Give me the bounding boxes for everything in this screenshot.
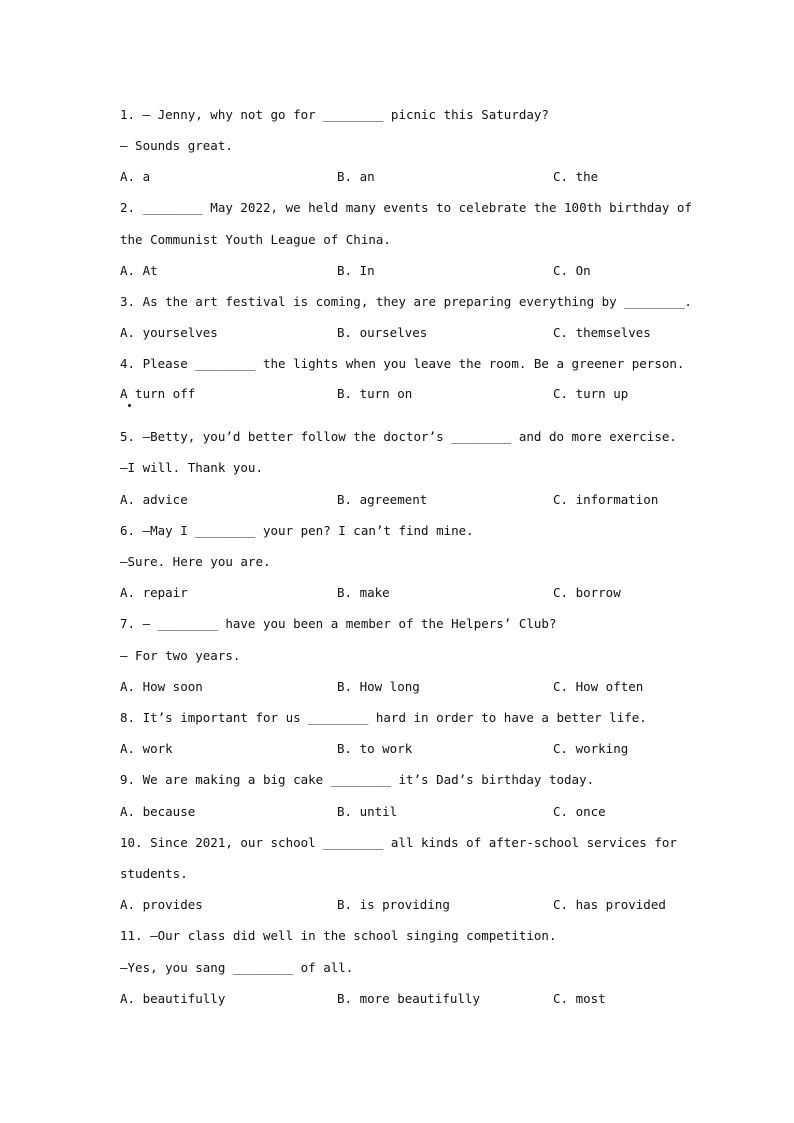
question-4-option-c: C. turn up [553,386,629,401]
question-9-option-b: B. until [337,804,398,819]
question-4-option-a: A turn off [120,386,196,401]
question-11-text: 11. —Our class did well in the school singing competition. [120,928,557,943]
question-10-option-a: A. provides [120,897,203,912]
question-2-option-a: A. At [120,263,158,278]
question-5-text: 5. —Betty, you’d better follow the doctor’s ________ and do more exercise. [120,429,677,444]
question-8-text: 8. It’s important for us ________ hard in order to have a better life. [120,710,647,725]
question-3-text: 3. As the art festival is coming, they are preparing everything by ________. [120,294,692,309]
question-1-text: 1. — Jenny, why not go for ________ picnic this Saturday? [120,107,549,122]
question-6-text: 6. —May I ________ your pen? I can’t find mine. [120,523,474,538]
question-11-option-a: A. beautifully [120,991,226,1006]
question-2-option-c: C. On [553,263,591,278]
question-1-option-a: A. a [120,169,151,184]
question-7-reply: — For two years. [120,648,241,663]
question-8-option-c: C. working [553,741,629,756]
question-5-reply: —I will. Thank you. [120,460,263,475]
question-9-option-c: C. once [553,804,606,819]
question-1-option-c: C. the [553,169,599,184]
question-4-text: 4. Please ________ the lights when you leave the room. Be a greener person. [120,356,685,371]
question-8-option-a: A. work [120,741,173,756]
question-5-option-b: B. agreement [337,492,428,507]
question-6-option-a: A. repair [120,585,188,600]
question-11-option-c: C. most [553,991,606,1006]
question-3-option-c: C. themselves [553,325,651,340]
question-11-option-b: B. more beautifully [337,991,480,1006]
question-10-option-b: B. is providing [337,897,450,912]
question-6-option-b: B. make [337,585,390,600]
question-7-option-a: A. How soon [120,679,203,694]
question-9-text: 9. We are making a big cake ________ it’s Dad’s birthday today. [120,772,595,787]
question-10-option-c: C. has provided [553,897,666,912]
question-8-option-b: B. to work [337,741,413,756]
question-7-option-b: B. How long [337,679,420,694]
question-5-option-c: C. information [553,492,659,507]
question-6-reply: —Sure. Here you are. [120,554,271,569]
question-2-option-b: B. In [337,263,375,278]
question-2-text-cont: the Communist Youth League of China. [120,232,391,247]
question-10-text-cont: students. [120,866,188,881]
question-10-text: 10. Since 2021, our school ________ all kinds of after-school services for [120,835,677,850]
question-7-option-c: C. How often [553,679,644,694]
question-1-option-b: B. an [337,169,375,184]
question-9-option-a: A. because [120,804,196,819]
question-3-option-a: A. yourselves [120,325,218,340]
question-1-reply: — Sounds great. [120,138,233,153]
question-3-option-b: B. ourselves [337,325,428,340]
question-6-option-c: C. borrow [553,585,621,600]
question-11-reply: —Yes, you sang ________ of all. [120,960,354,975]
question-5-option-a: A. advice [120,492,188,507]
stray-dot-mark [128,404,131,407]
question-4-option-b: B. turn on [337,386,413,401]
question-2-text: 2. ________ May 2022, we held many events to celebrate the 100th birthday of [120,200,692,215]
question-7-text: 7. — ________ have you been a member of the Helpers’ Club? [120,616,557,631]
